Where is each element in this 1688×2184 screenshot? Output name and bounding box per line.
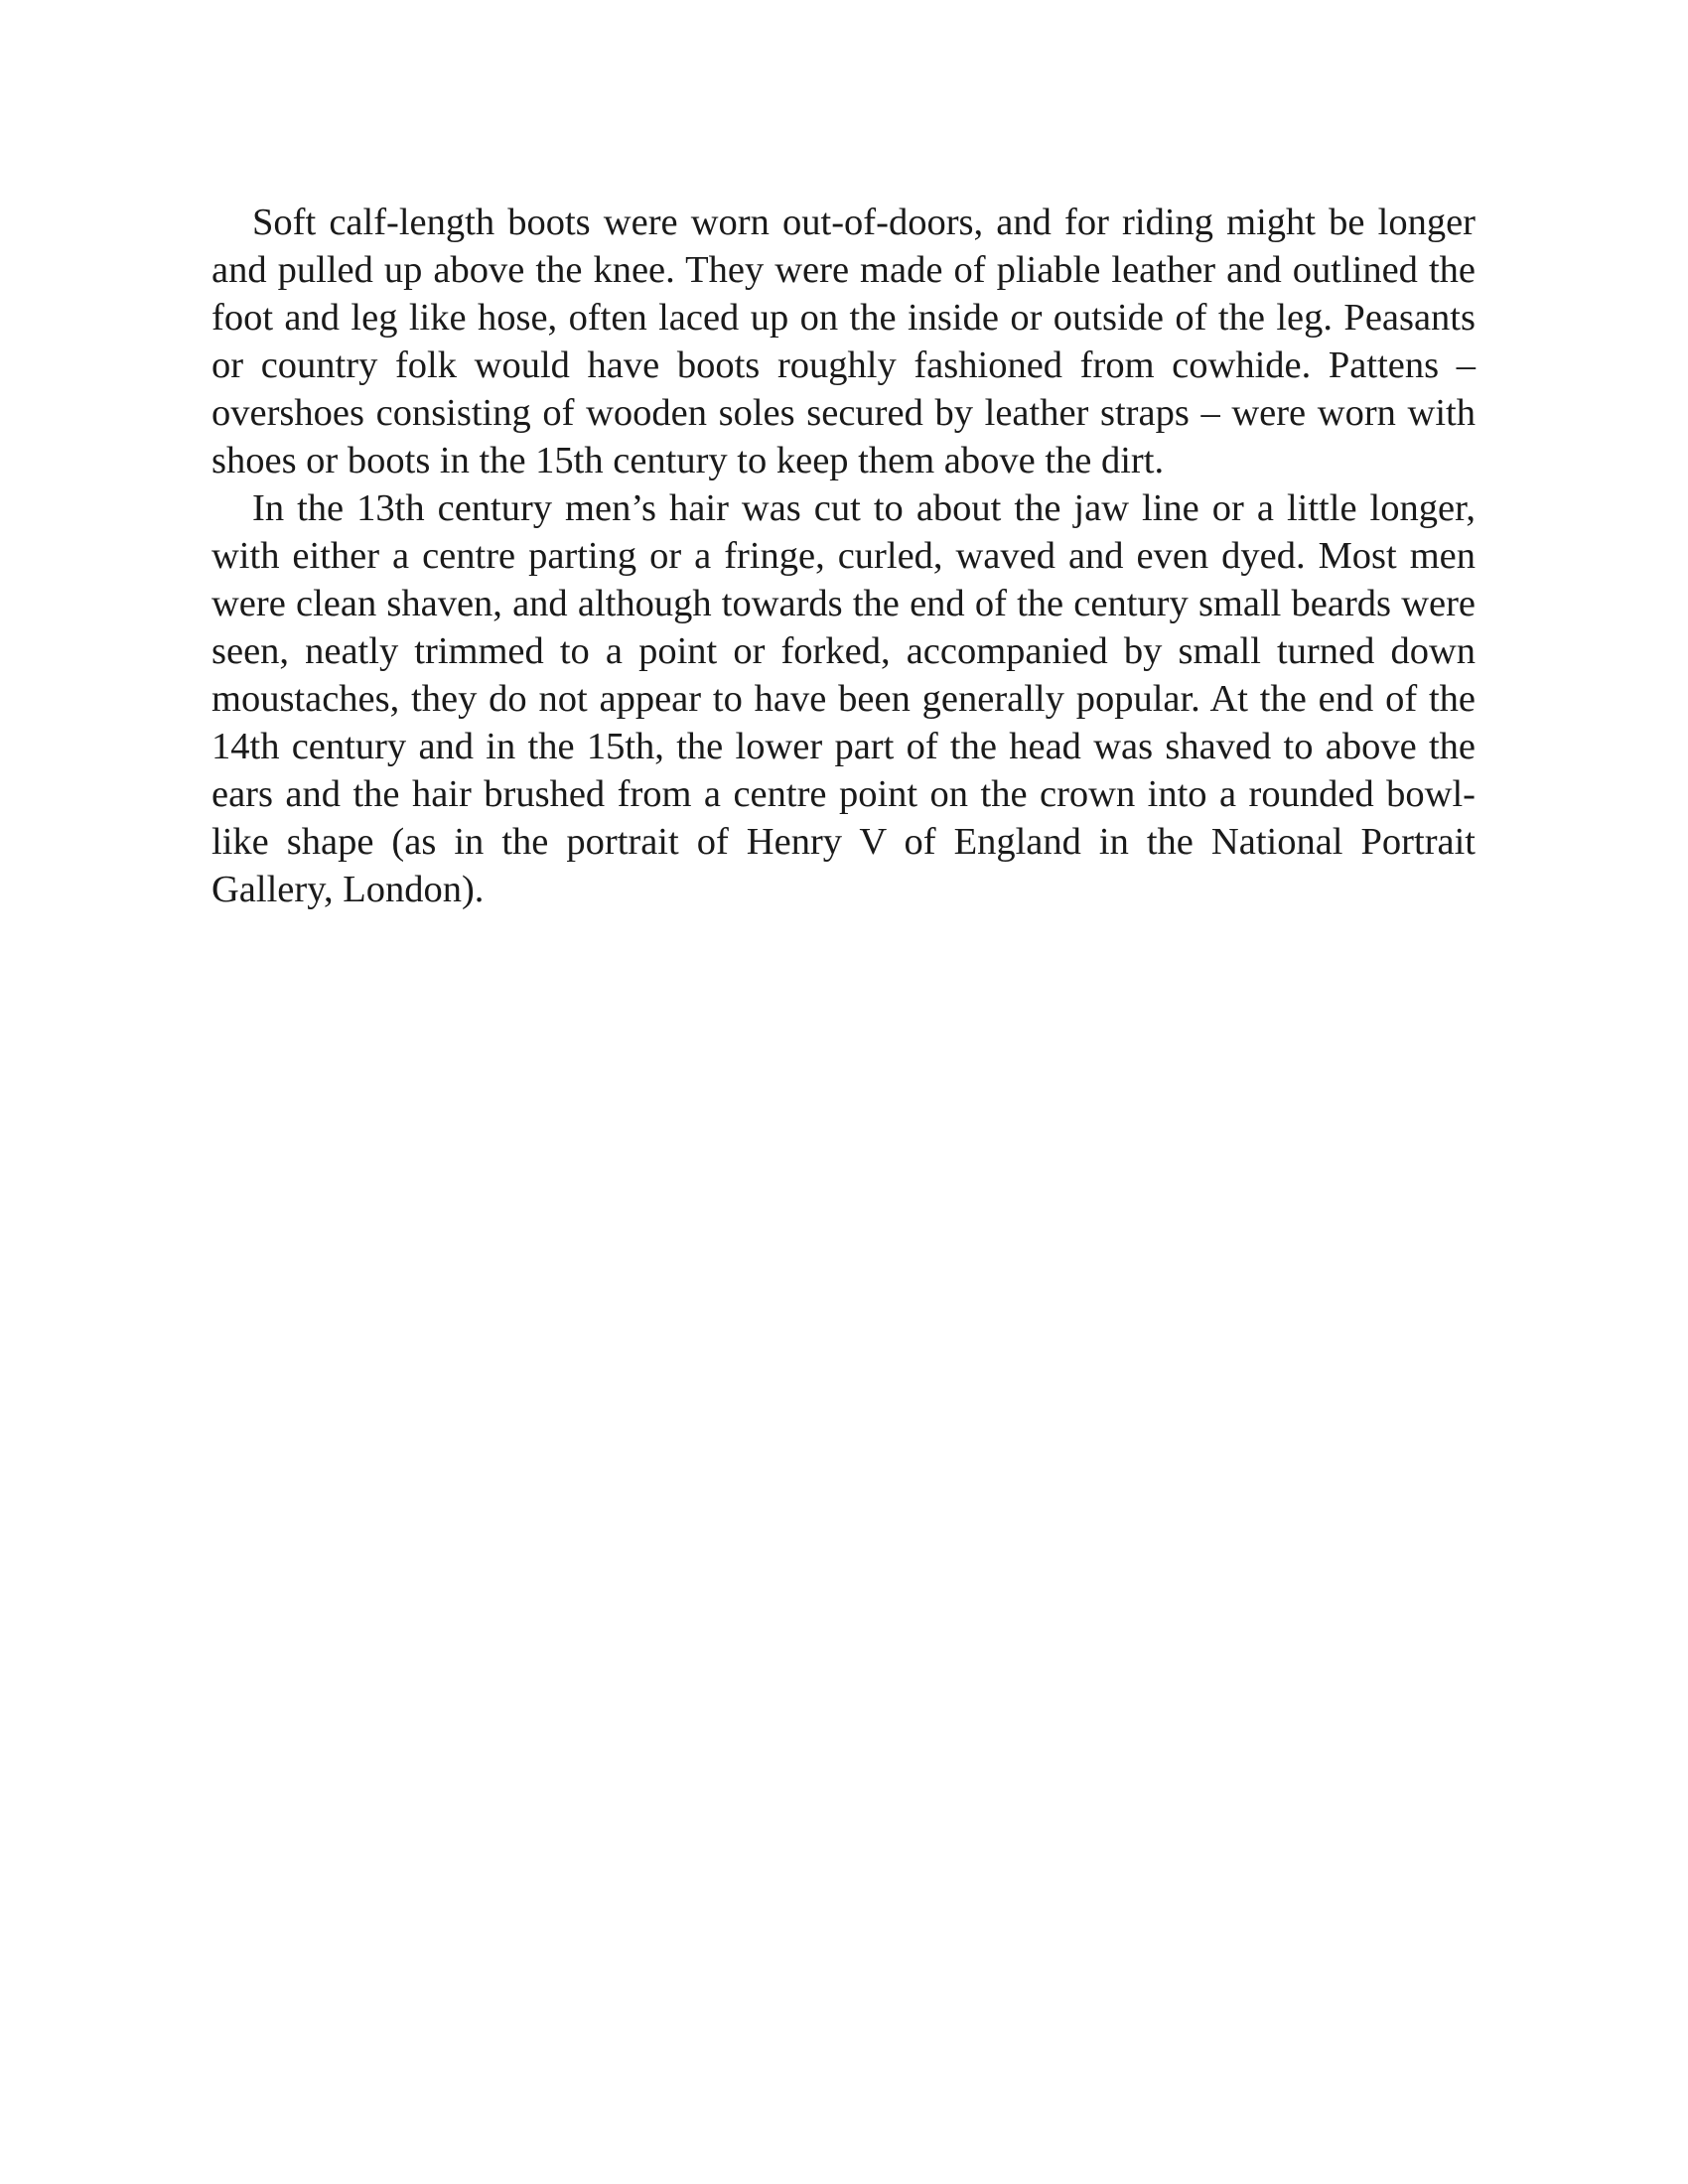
paragraph-hair: In the 13th century men’s hair was cut to about the jaw line or a little longer, with either a centre parting or a fringe, curled, waved and even dyed. Most men were clean shaven, and although towards the end of the century small beards were seen, neatly trimmed to a point or forked, accompanied by small turned down moustaches, they do not appear to have been generally popular. At the end of the 14th century and in the 15th, the lower part of the head was shaved to above the ears and the hair brushed from a centre point on the crown into a rounded bowl-like shape (as in the portrait of Henry V of England in the National Portrait Gallery, London).	[211, 487, 1476, 910]
body-text	[211, 199, 1476, 913]
paragraph-boots: Soft calf-length boots were worn out-of-doors, and for riding might be longer and pulled up above the knee. They were made of pliable leather and outlined the foot and leg like hose, often laced up on the inside or outside of the leg. Peasants or country folk would have boots roughly fashioned from cowhide. Pattens – overshoes consisting of wooden soles secured by leather straps – were worn with shoes or boots in the 15th century to keep them above the dirt.	[211, 202, 1476, 481]
